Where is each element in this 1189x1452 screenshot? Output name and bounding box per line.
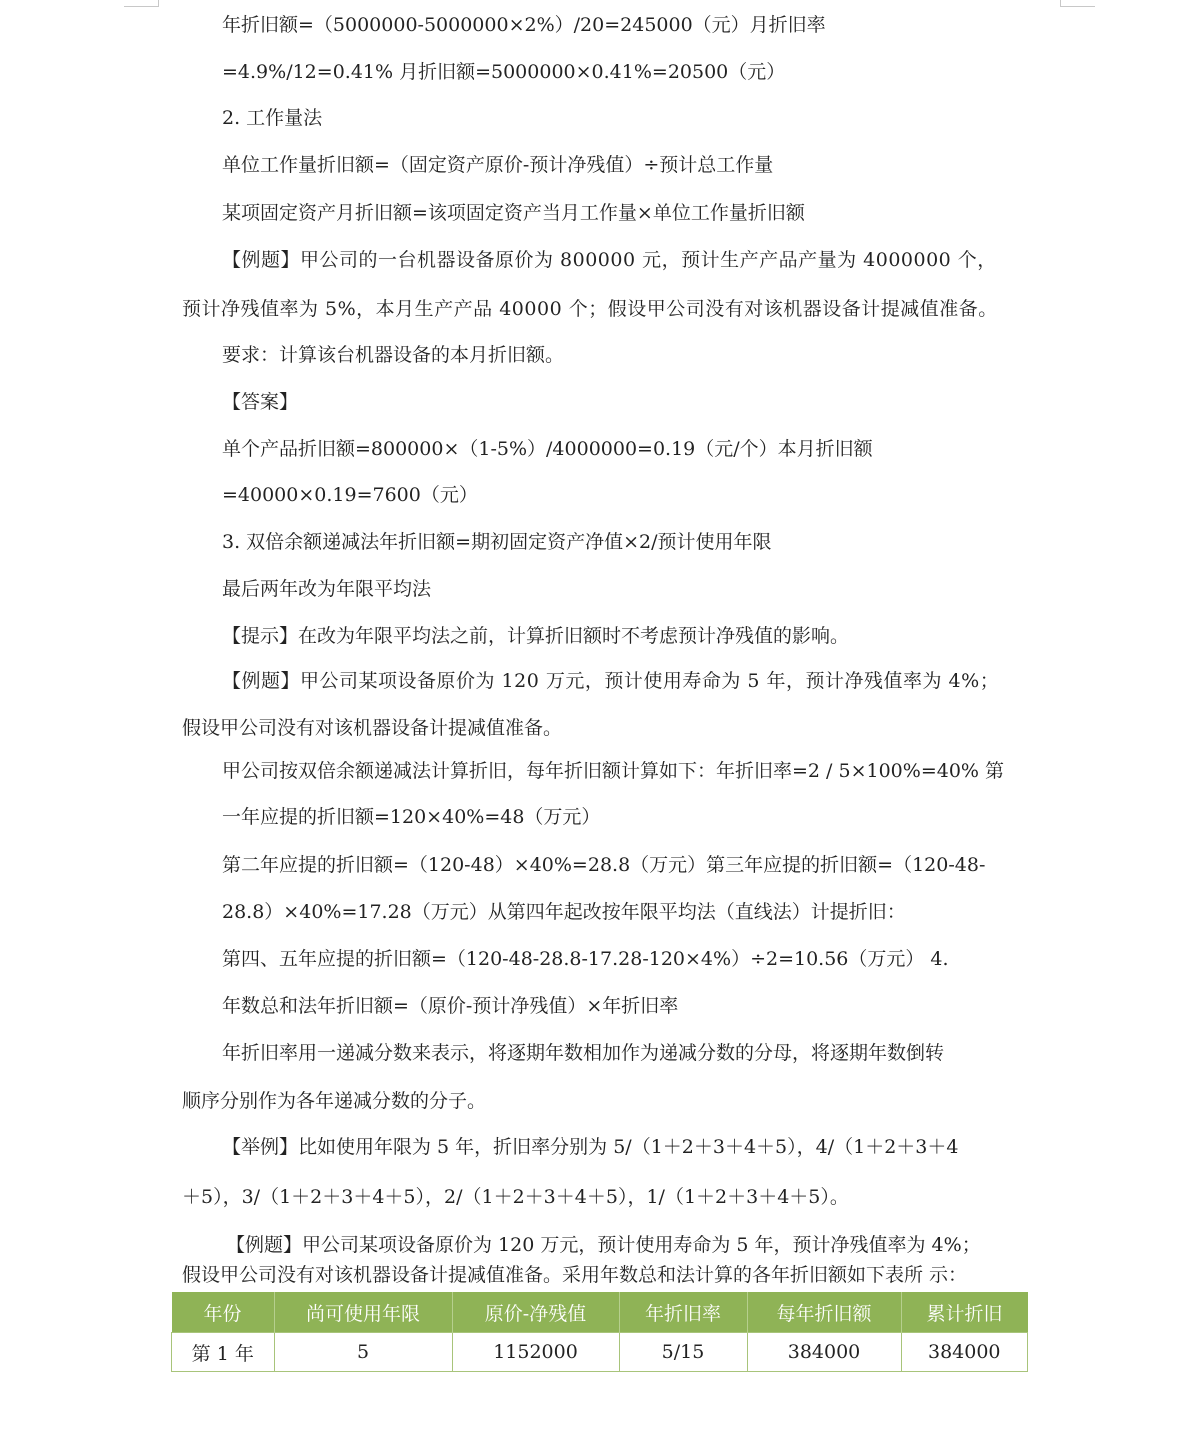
- example2-line-2: 假设甲公司没有对该机器设备计提减值准备。: [182, 717, 563, 739]
- header-remaining-life: 尚可使用年限: [274, 1292, 452, 1333]
- section-heading-double-declining: 3. 双倍余额递减法年折旧额=期初固定资产净值×2/预计使用年限: [222, 531, 772, 553]
- example3-line-1: 【例题】甲公司某项设备原价为 120 万元，预计使用寿命为 5 年，预计净残值率为 4%；: [226, 1234, 981, 1256]
- answer-heading: 【答案】: [222, 391, 299, 413]
- requirement-line: 要求：计算该台机器设备的本月折旧额。: [222, 344, 565, 366]
- illustration-line-1: 【举例】比如使用年限为 5 年，折旧率分别为 5/（1＋2＋3＋4＋5），4/（1＋2＋3＋4: [222, 1136, 959, 1158]
- example2-line-1: 【例题】甲公司某项设备原价为 120 万元，预计使用寿命为 5 年，预计净残值率为 4%；: [222, 670, 1000, 692]
- calc-line-3: 第二年应提的折旧额=（120-48）×40%=28.8（万元）第三年应提的折旧额=（120-48-: [222, 854, 986, 876]
- text-line-4: 单位工作量折旧额=（固定资产原价-预计净残值）÷预计总工作量: [222, 154, 774, 176]
- text-line-23: 年折旧率用一递减分数来表示，将逐期年数相加作为递减分数的分母，将逐期年数倒转: [222, 1042, 945, 1064]
- header-cost-minus-salvage: 原价-净残值: [452, 1292, 619, 1333]
- page-corner-mark-right: [1060, 0, 1095, 7]
- answer-line-2: =40000×0.19=7600（元）: [222, 484, 478, 506]
- cell-annual-depreciation: 384000: [747, 1333, 901, 1372]
- header-rate: 年折旧率: [619, 1292, 747, 1333]
- header-year: 年份: [172, 1292, 275, 1333]
- illustration-line-2: ＋5），3/（1＋2＋3＋4＋5），2/（1＋2＋3＋4＋5），1/（1＋2＋3＋4＋5）。: [182, 1186, 849, 1208]
- table-row: [172, 1333, 1028, 1372]
- section-heading-sum-of-years: 年数总和法年折旧额=（原价-预计净残值）×年折旧率: [222, 995, 679, 1017]
- cell-cost-minus-salvage: 1152000: [452, 1333, 619, 1372]
- cell-year: 第 1 年: [172, 1333, 275, 1372]
- calc-line-1: 甲公司按双倍余额递减法计算折旧，每年折旧额计算如下：年折旧率=2 / 5×100%=40% 第: [222, 760, 1005, 782]
- cell-remaining-life: 5: [274, 1333, 452, 1372]
- cell-accumulated: 384000: [901, 1333, 1028, 1372]
- example3-line-2: 假设甲公司没有对该机器设备计提减值准备。采用年数总和法计算的各年折旧额如下表所 示：: [182, 1264, 968, 1286]
- section-heading-workload-method: 2. 工作量法: [222, 107, 323, 129]
- text-line-24: 顺序分别作为各年递减分数的分子。: [182, 1090, 487, 1112]
- calc-line-2: 一年应提的折旧额=120×40%=48（万元）: [222, 806, 601, 828]
- depreciation-table: [171, 1292, 1028, 1372]
- example-line-1: 【例题】甲公司的一台机器设备原价为 800000 元，预计生产产品产量为 4000000 个，: [222, 249, 997, 271]
- hint-line: 【提示】在改为年限平均法之前，计算折旧额时不考虑预计净残值的影响。: [222, 625, 850, 647]
- header-annual-depreciation: 每年折旧额: [747, 1292, 901, 1333]
- header-accumulated: 累计折旧: [901, 1292, 1028, 1333]
- text-line-13: 最后两年改为年限平均法: [222, 578, 432, 600]
- text-line-2: =4.9%/12=0.41% 月折旧额=5000000×0.41%=20500（元）: [222, 61, 786, 83]
- calc-line-4: 28.8）×40%=17.28（万元）从第四年起改按年限平均法（直线法）计提折旧：: [222, 901, 906, 923]
- answer-line-1: 单个产品折旧额=800000×（1-5%）/4000000=0.19（元/个）本月折旧额: [222, 438, 873, 460]
- cell-rate: 5/15: [619, 1333, 747, 1372]
- text-line-1: 年折旧额=（5000000-5000000×2%）/20=245000（元）月折旧率: [222, 14, 826, 36]
- table-header-row: [172, 1292, 1028, 1333]
- calc-line-5: 第四、五年应提的折旧额=（120-48-28.8-17.28-120×4%）÷2=10.56（万元） 4.: [222, 948, 949, 970]
- page-corner-mark-left: [124, 0, 159, 7]
- example-line-2: 预计净残值率为 5%，本月生产产品 40000 个；假设甲公司没有对该机器设备计提减值准备。: [182, 298, 998, 320]
- text-line-5: 某项固定资产月折旧额=该项固定资产当月工作量×单位工作量折旧额: [222, 202, 805, 224]
